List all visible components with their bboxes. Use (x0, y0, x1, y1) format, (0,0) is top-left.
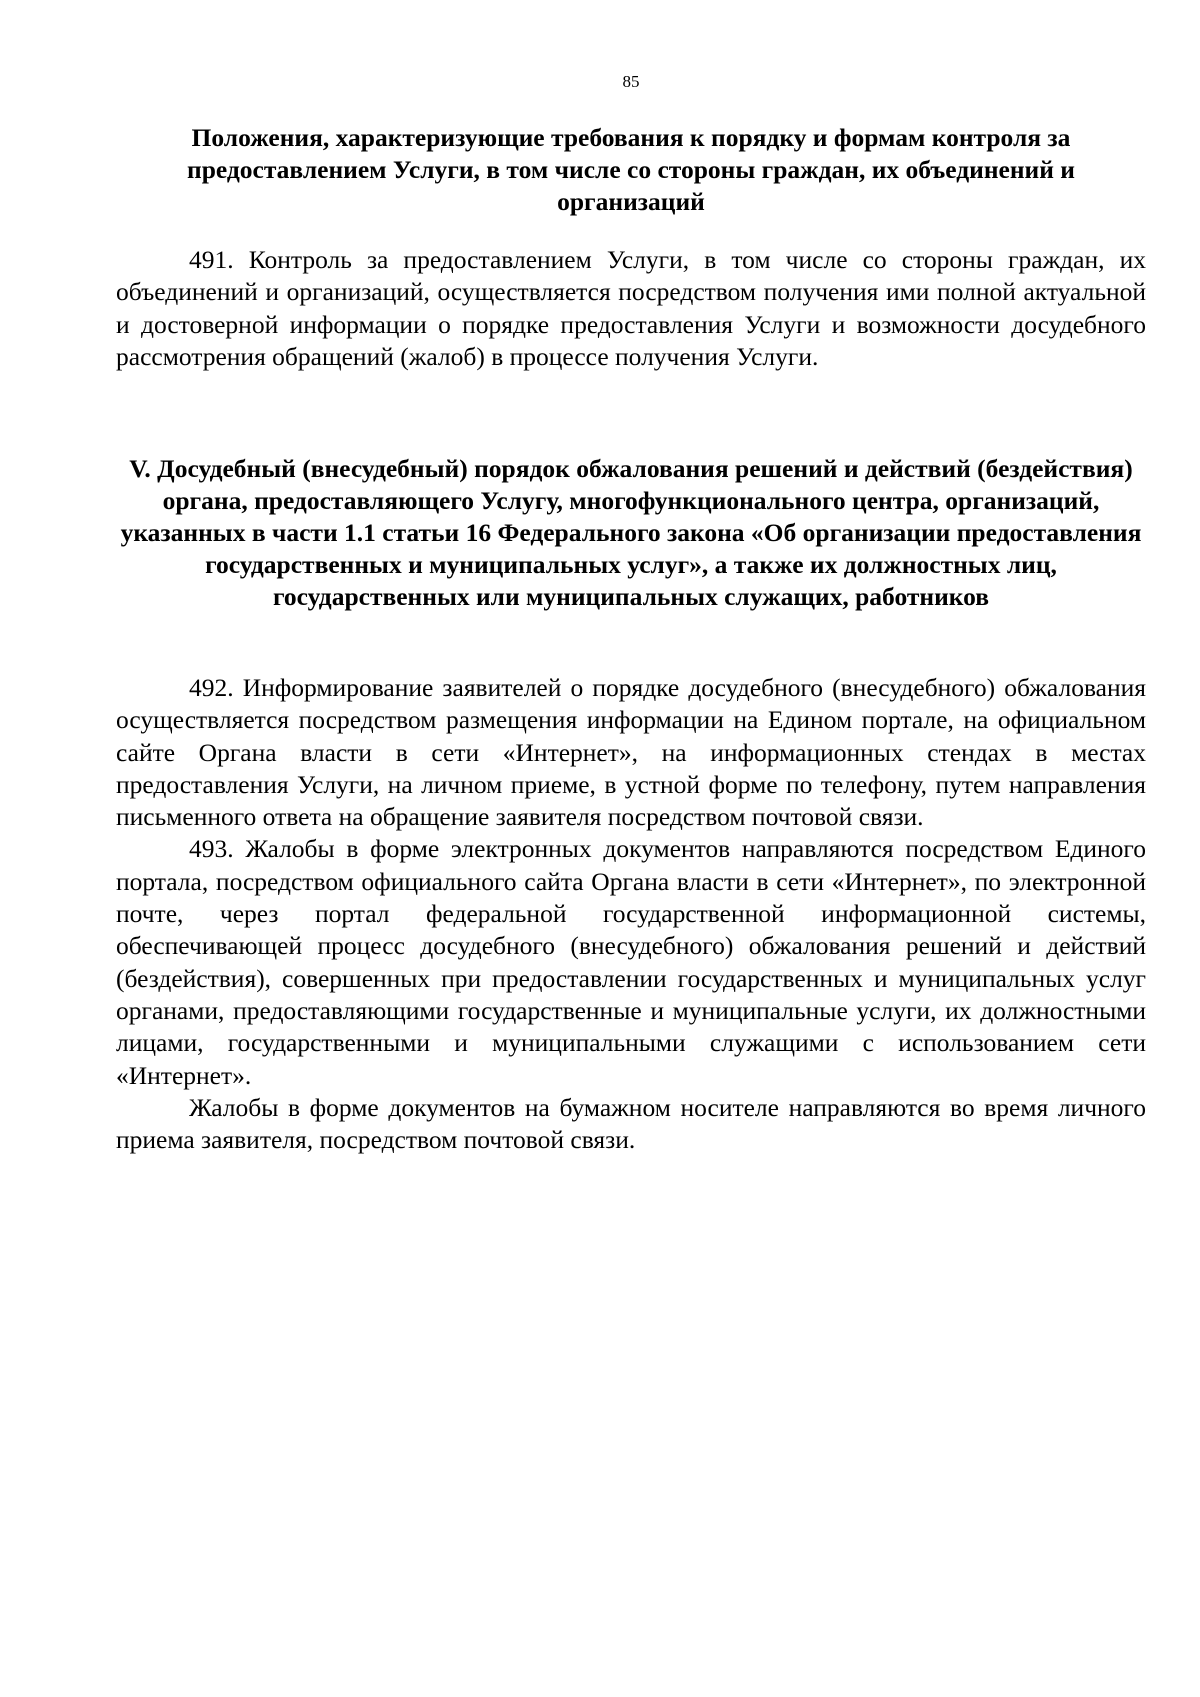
page-number: 85 (622, 72, 640, 91)
paragraph-491: 491. Контроль за предоставлением Услуги, в том числе со стороны граждан, их объединений и организаций, осуществляется посредством получения ими полной актуальной и достоверной информации о порядке предоставления Услуги и возможности досудебного рассмотрения обращений (жалоб) в процессе получения Услуги. (116, 245, 1146, 371)
paragraph-492: 492. Информирование заявителей о порядке досудебного (внесудебного) обжалования осуществляется посредством размещения информации на Едином портале, на официальном сайте Органа власти в сети «Интернет», на информационных стендах в местах предоставления Услуги, на личном приеме, в устной форме по телефону, путем направления письменного ответа на обращение заявителя посредством почтовой связи. (116, 673, 1146, 832)
section-body-control (116, 244, 1146, 373)
paragraph-paper-complaints: Жалобы в форме документов на бумажном носителе направляются во время личного приема заявителя, посредством почтовой связи. (116, 1092, 1146, 1155)
section-body-appeal (116, 672, 1146, 1156)
paragraph-493: 493. Жалобы в форме электронных документов направляются посредством Единого портала, посредством официального сайта Органа власти в сети «Интернет», по электронной почте, через портал федеральной государственной информационной системы, обеспечивающей процесс досудебного (внесудебного) обжалования решений и действий (бездействия), совершенных при предоставлении государственных и муниципальных услуг органами, предоставляющими государственные и муниципальные услуги, их должностными лицами, государственными и муниципальными служащими с использованием сети «Интернет». (116, 834, 1146, 1090)
section-heading-appeal: V. Досудебный (внесудебный) порядок обжалования решений и действий (бездействия) органа, предоставляющего Услугу, многофункционального центра, организаций, указанных в части 1.1 статьи 16 Федерального закона «Об организации предоставления государственных и муниципальных услуг», а также их должностных лиц, государственных или муниципальных служащих, работников (120, 454, 1142, 611)
section-heading-control: Положения, характеризующие требования к порядку и формам контроля за предоставлением Услуги, в том числе со стороны граждан, их объединений и организаций (187, 123, 1075, 216)
